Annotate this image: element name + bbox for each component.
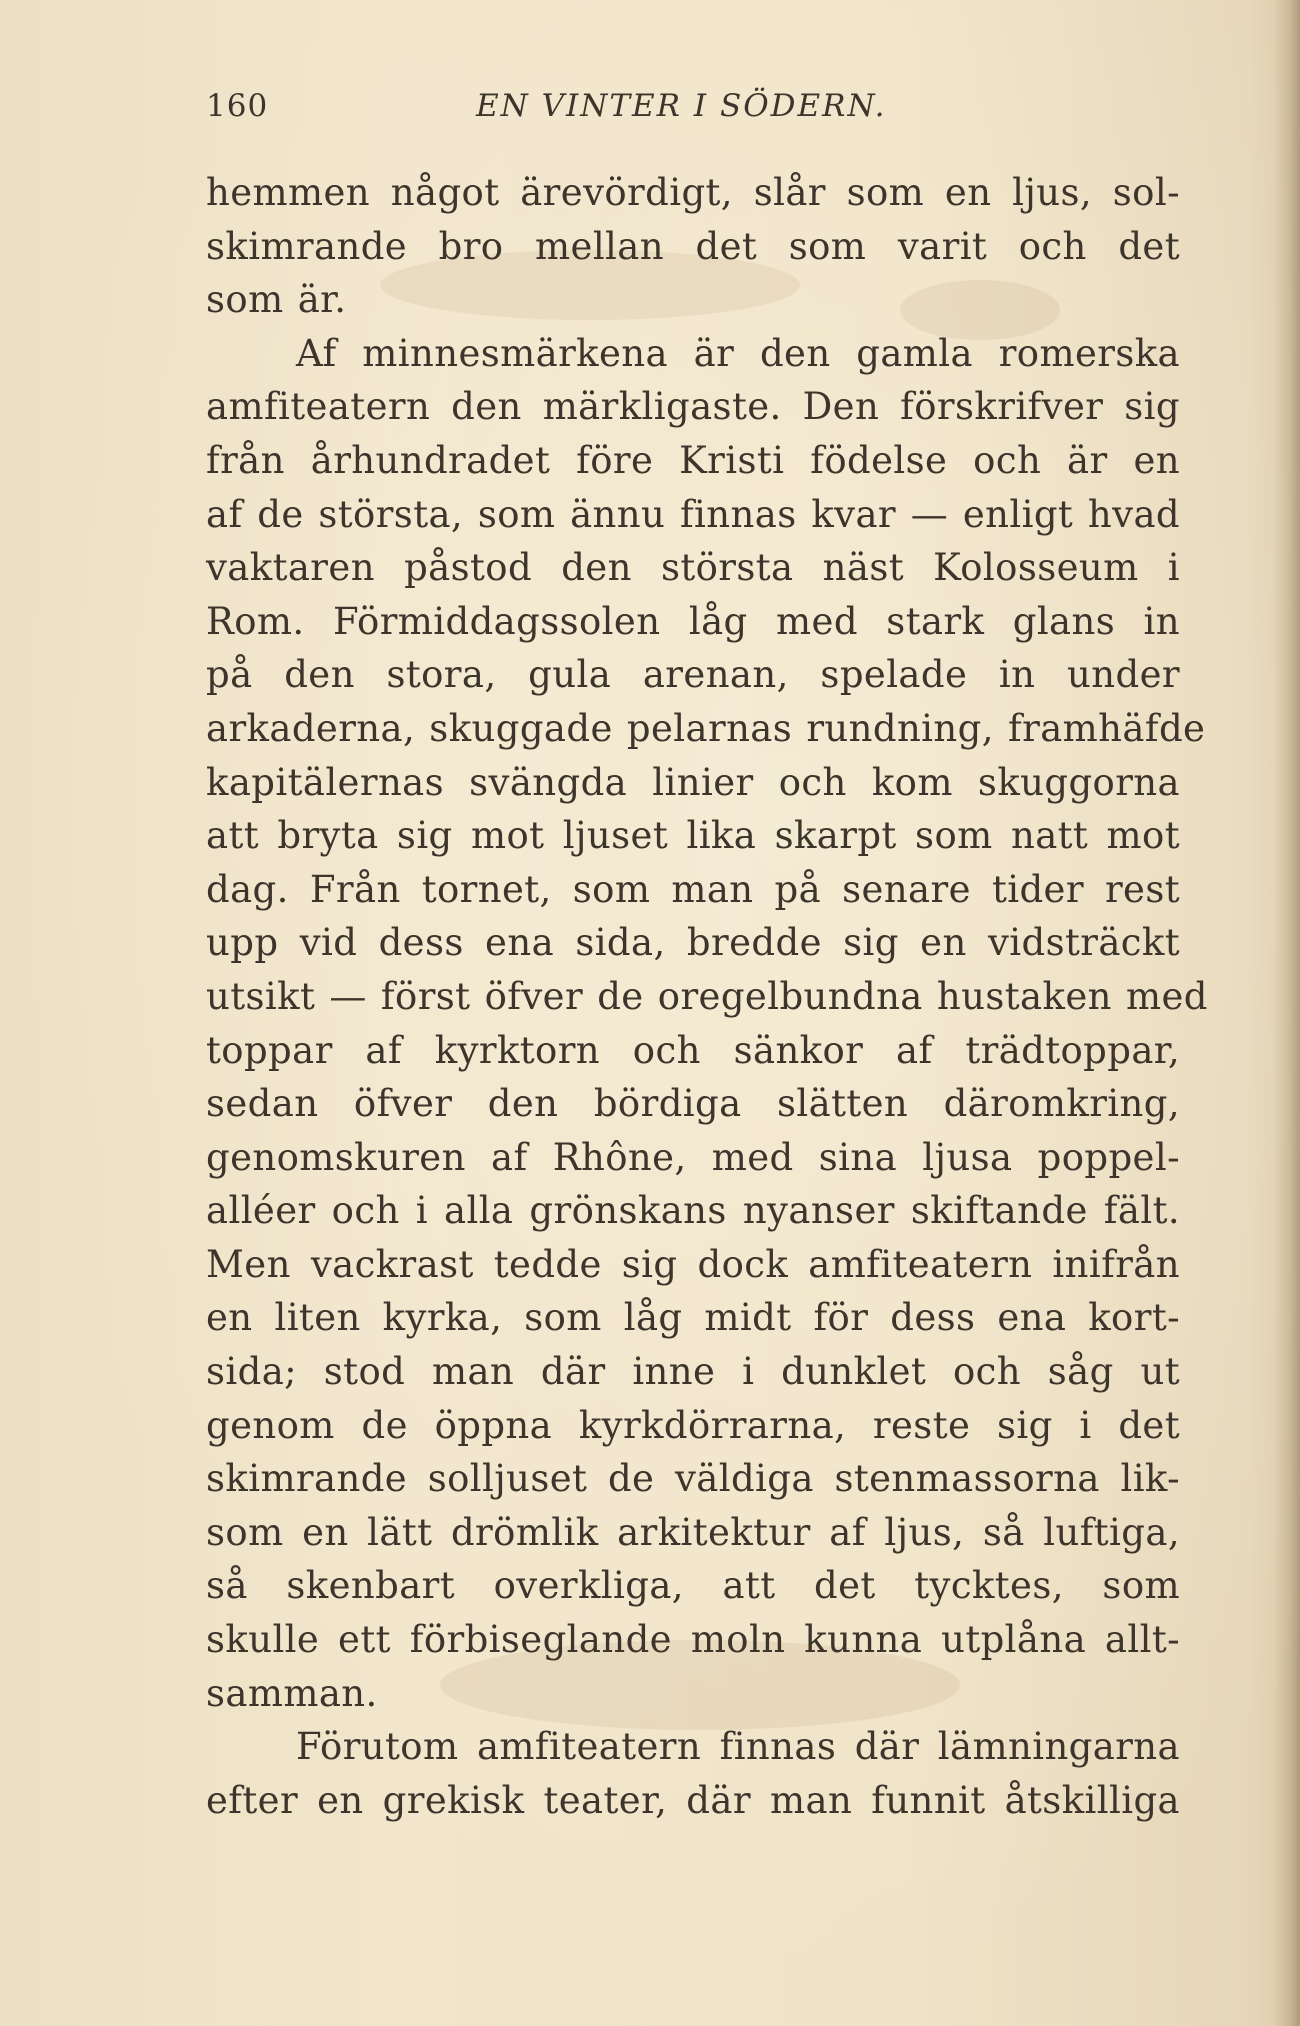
text-line: arkaderna, skuggade pelarnas rundning, framhäfde <box>206 706 1206 750</box>
text-line: samman. <box>206 1671 378 1715</box>
text-line: en liten kyrka, som låg midt för dess ena kort- <box>206 1296 1180 1340</box>
text-line: så skenbart overkliga, att det tycktes, som <box>206 1564 1180 1608</box>
page-number: 160 <box>206 88 269 124</box>
text-line: skulle ett förbiseglande moln kunna utplåna allt- <box>206 1618 1180 1662</box>
text-line: toppar af kyrktorn och sänkor af trädtoppar, <box>206 1028 1180 1072</box>
text-line: alléer och i alla grönskans nyanser skiftande fält. <box>206 1189 1180 1233</box>
text-line: hemmen något ärevördigt, slår som en ljus, sol- <box>206 171 1180 214</box>
text-line: från århundradet före Kristi födelse och är en <box>206 438 1180 482</box>
page-edge-shadow <box>1274 0 1300 2026</box>
text-line: vaktaren påstod den största näst Kolosseum i <box>206 546 1180 590</box>
text-line: skimrande bro mellan det som varit och det <box>206 224 1180 268</box>
text-line: som är. <box>206 278 347 322</box>
text-line: utsikt — först öfver de oregelbundna hustaken med <box>206 974 1208 1018</box>
text-line: som en lätt drömlik arkitektur af ljus, så luftiga, <box>206 1510 1180 1554</box>
text-line: Af minnesmärkena är den gamla romerska <box>296 331 1180 375</box>
text-line: sida; stod man där inne i dunklet och såg ut <box>206 1350 1180 1394</box>
running-header <box>206 88 1180 138</box>
text-line: genom de öppna kyrkdörrarna, reste sig i det <box>206 1403 1180 1447</box>
text-line: att bryta sig mot ljuset lika skarpt som natt mot <box>206 814 1180 858</box>
text-line: Men vackrast tedde sig dock amfiteatern inifrån <box>206 1242 1180 1286</box>
running-title: EN VINTER I SÖDERN. <box>476 88 887 124</box>
text-line: kapitälernas svängda linier och kom skuggorna <box>206 760 1180 804</box>
text-line: af de största, som ännu finnas kvar — enligt hvad <box>206 492 1180 536</box>
text-line: genomskuren af Rhône, med sina ljusa poppel- <box>206 1135 1180 1179</box>
text-line: sedan öfver den bördiga slätten däromkring, <box>206 1082 1180 1126</box>
text-line: dag. Från tornet, som man på senare tider rest <box>206 867 1180 911</box>
text-line: upp vid dess ena sida, bredde sig en vidsträckt <box>206 921 1180 965</box>
text-line: efter en grekisk teater, där man funnit åtskilliga <box>206 1778 1180 1822</box>
text-line: på den stora, gula arenan, spelade in under <box>206 653 1180 697</box>
text-line: skimrande solljuset de väldiga stenmassorna lik- <box>206 1457 1180 1501</box>
text-line: Rom. Förmiddagssolen låg med stark glans in <box>206 599 1180 643</box>
text-line: amfiteatern den märkligaste. Den förskrifver sig <box>206 385 1180 429</box>
text-line: Förutom amfiteatern finnas där lämningarna <box>296 1725 1180 1769</box>
body-text <box>206 166 1208 1827</box>
